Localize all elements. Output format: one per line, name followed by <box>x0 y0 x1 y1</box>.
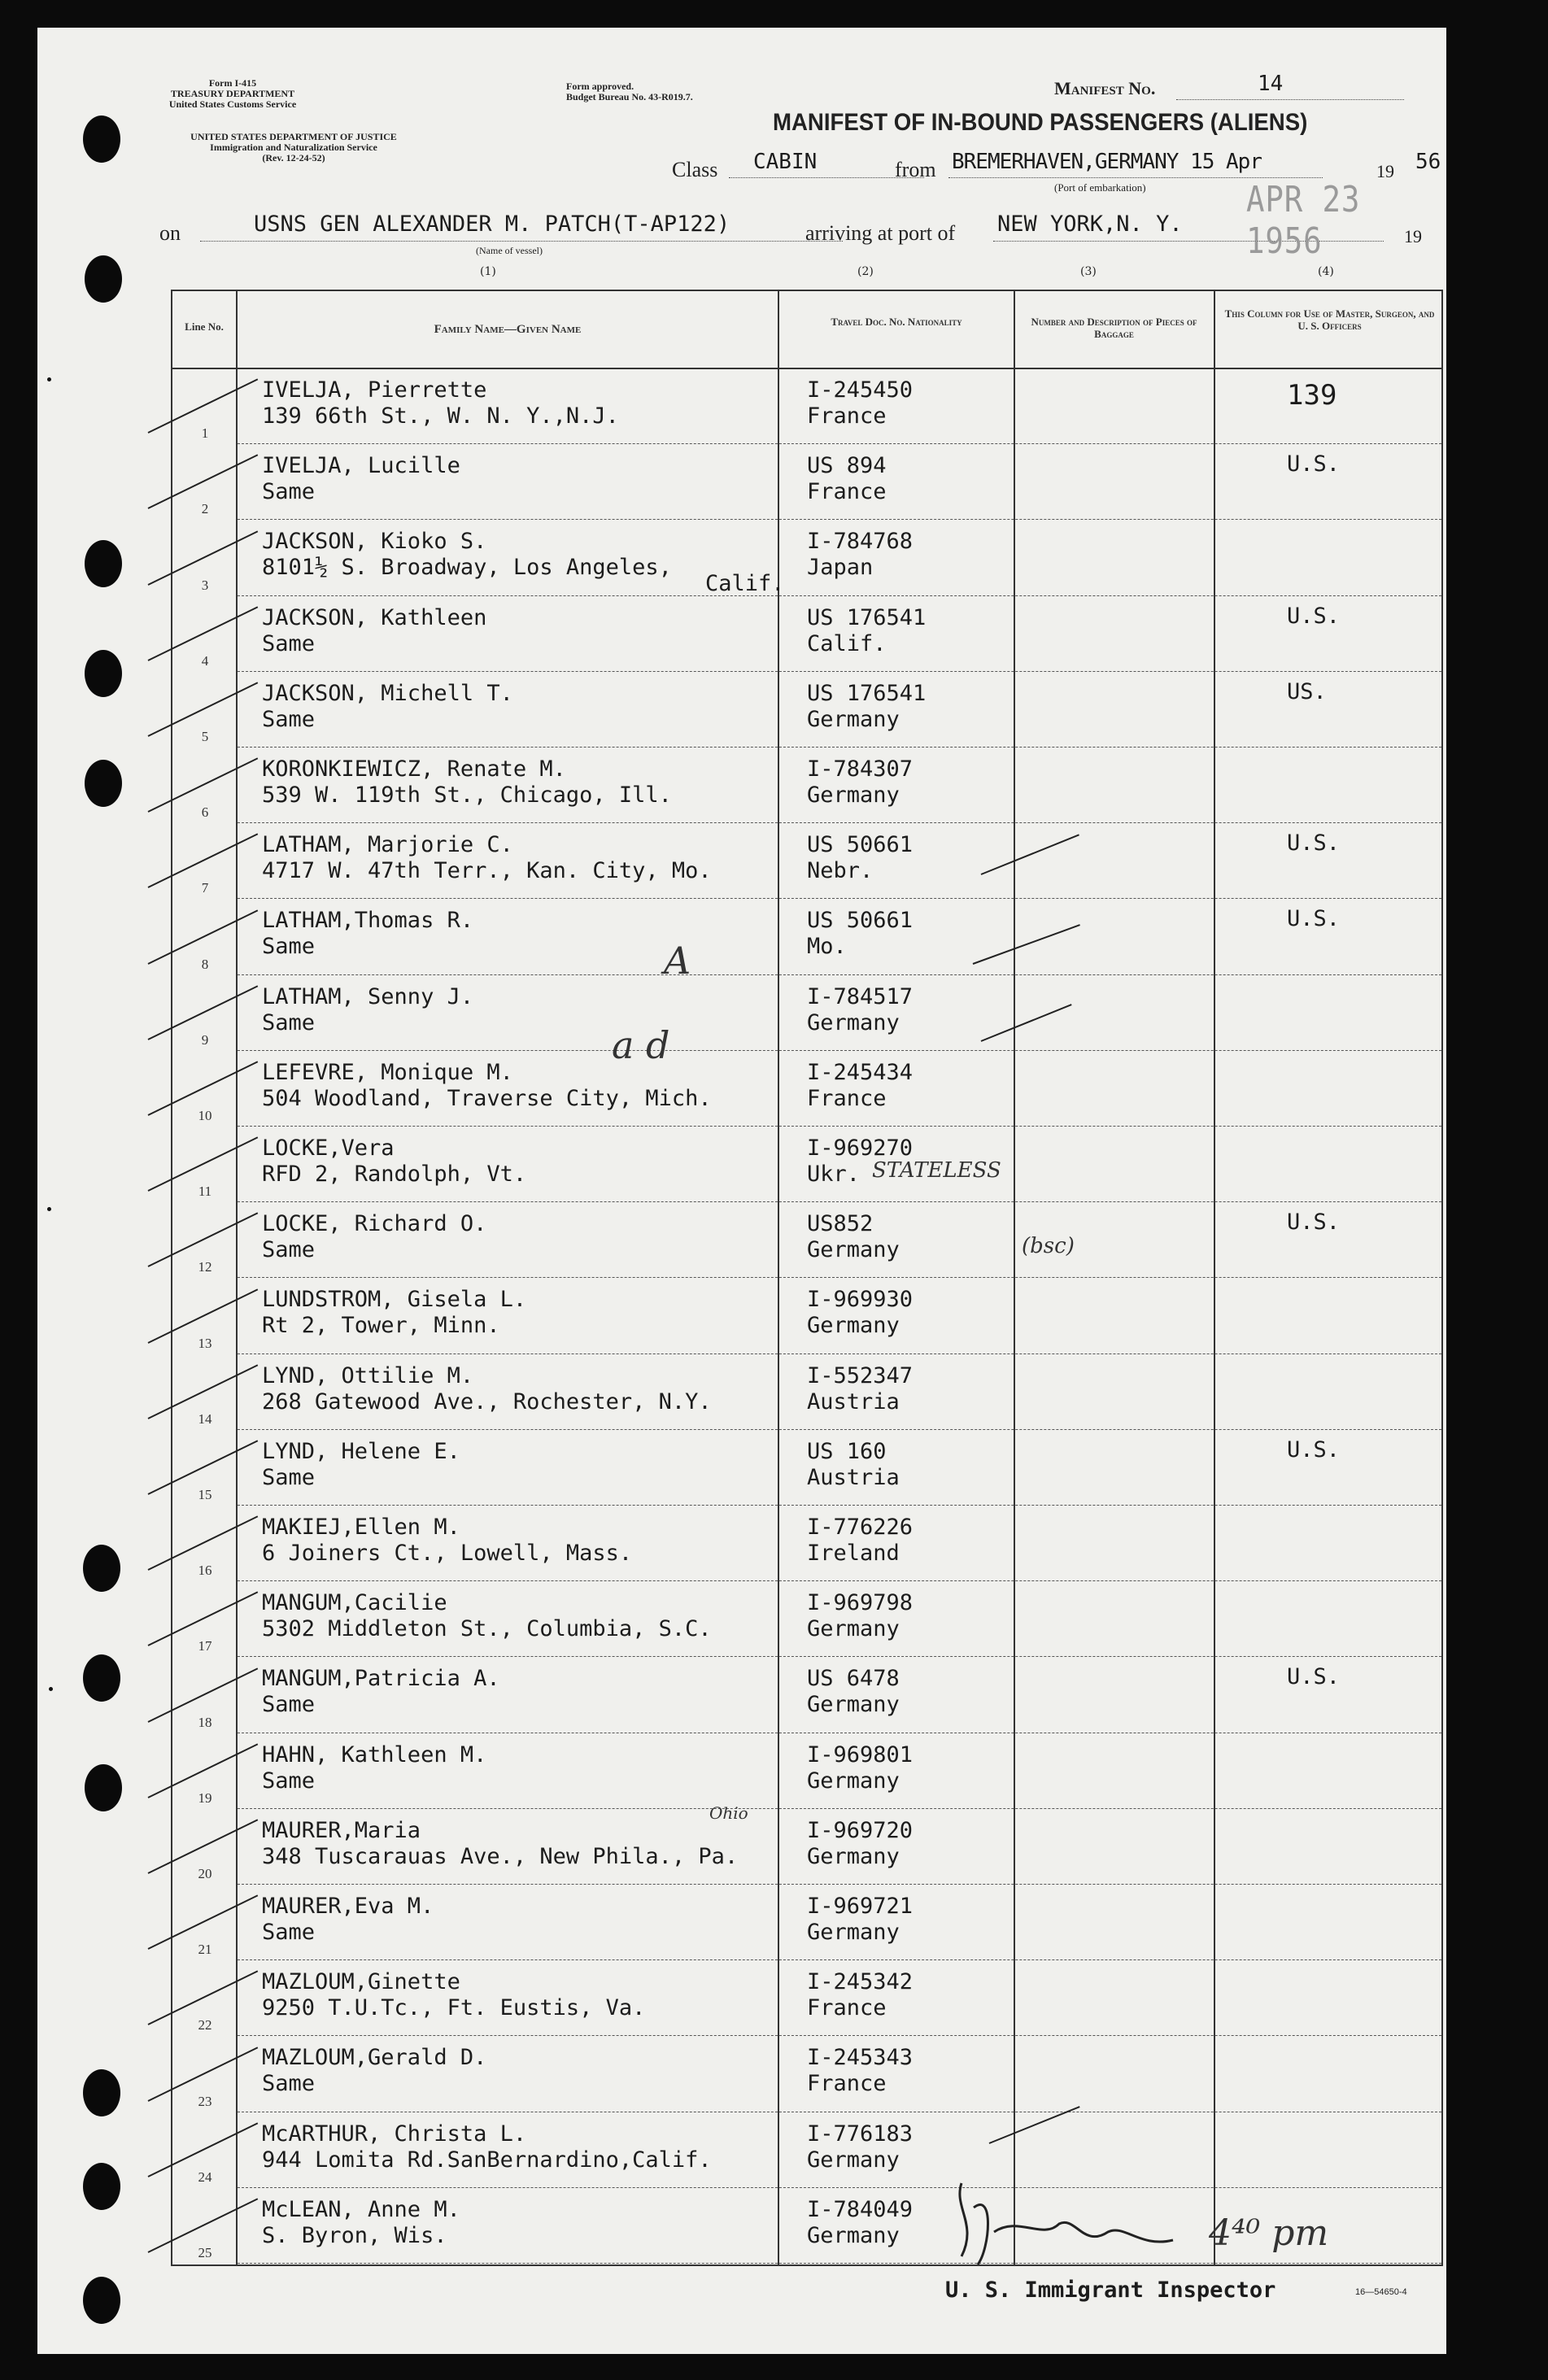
travel-doc-number: US 894 <box>807 453 887 479</box>
nationality: Germany <box>807 1616 900 1642</box>
arriving-label: arriving at port of <box>805 221 956 245</box>
officer-note: U.S. <box>1287 1664 1341 1690</box>
manifest-no-value: 14 <box>1258 72 1284 96</box>
nationality: Germany <box>807 2222 900 2248</box>
customs-line: United States Customs Service <box>168 98 297 110</box>
col2-num: (2) <box>857 265 874 278</box>
vessel-name: USNS GEN ALEXANDER M. PATCH(T-AP122) <box>254 211 730 237</box>
table-row <box>172 443 1441 519</box>
line-number: 11 <box>198 1183 212 1200</box>
line-no-header: Line No. <box>185 320 224 333</box>
travel-doc-number: I-776226 <box>807 1515 914 1540</box>
travel-doc-number: I-969798 <box>807 1590 914 1616</box>
nationality: Germany <box>807 1237 900 1263</box>
passenger-address: 944 Lomita Rd.SanBernardino,Calif. <box>262 2147 712 2173</box>
travel-doc-number: I-245342 <box>807 1969 914 1995</box>
nationality: Germany <box>807 1009 900 1035</box>
table-row <box>172 747 1441 822</box>
travel-doc-number: I-784768 <box>807 529 914 555</box>
line-number: 1 <box>201 425 209 442</box>
nationality: Austria <box>807 1388 900 1414</box>
manifest-page <box>37 28 1446 2354</box>
arrival-port: NEW YORK,N. Y. <box>997 211 1183 237</box>
table-row <box>172 2112 1441 2187</box>
punch-hole <box>83 1545 120 1592</box>
travel-doc-number: I-969721 <box>807 1894 914 1919</box>
passenger-name: McARTHUR, Christa L. <box>262 2121 527 2147</box>
passenger-name: JACKSON, Kathleen <box>262 604 487 630</box>
line-number: 14 <box>198 1410 212 1427</box>
signature-scribble <box>945 2175 1181 2281</box>
row-divider <box>238 2263 1441 2264</box>
officer-note: US. <box>1287 678 1327 704</box>
initials-mark: A <box>664 939 691 983</box>
nationality: Germany <box>807 782 900 808</box>
rev-line: (Rev. 12-24-52) <box>262 152 325 163</box>
nationality: Germany <box>807 1920 900 1945</box>
nationality: France <box>807 1995 887 2021</box>
line-number: 4 <box>201 652 209 669</box>
nationality: France <box>807 2071 887 2097</box>
punch-hole <box>83 2277 120 2324</box>
passenger-name: MAKIEJ,Ellen M. <box>262 1515 460 1540</box>
passenger-address: Same <box>262 1237 316 1263</box>
year-prefix-2: 19 <box>1404 226 1422 246</box>
passenger-name: LOCKE, Richard O. <box>262 1211 487 1237</box>
passenger-name: JACKSON, Kioko S. <box>262 529 487 555</box>
punch-hole <box>83 116 120 163</box>
passenger-name: IVELJA, Lucille <box>262 453 460 479</box>
passenger-name: LYND, Ottilie M. <box>262 1362 474 1388</box>
passenger-name: McLEAN, Anne M. <box>262 2196 460 2222</box>
nationality: France <box>807 403 887 429</box>
travel-doc-number: I-245450 <box>807 377 914 403</box>
passenger-name: LOCKE,Vera <box>262 1136 395 1161</box>
travel-doc-number: I-969930 <box>807 1287 914 1313</box>
nationality: Germany <box>807 706 900 732</box>
table-row <box>172 1959 1441 2035</box>
passenger-name: LUNDSTROM, Gisela L. <box>262 1287 527 1313</box>
nationality: Austria <box>807 1464 900 1490</box>
nationality: France <box>807 1085 887 1111</box>
dot-mark <box>49 1687 53 1691</box>
year-value: 56 <box>1415 150 1441 174</box>
line-number: 7 <box>201 880 209 896</box>
address-handwritten-note: Ohio <box>709 1802 748 1823</box>
table-row <box>172 1126 1441 1201</box>
passenger-address: 539 W. 119th St., Chicago, Ill. <box>262 782 672 808</box>
punch-hole <box>83 2069 120 2116</box>
justice-block <box>159 132 428 163</box>
table-row <box>172 1353 1441 1429</box>
col4-num: (4) <box>1318 265 1334 278</box>
passenger-name: MAZLOUM,Ginette <box>262 1969 460 1995</box>
passenger-address: S. Byron, Wis. <box>262 2222 447 2248</box>
from-rule <box>948 177 1323 178</box>
table-row <box>172 898 1441 974</box>
nationality: Germany <box>807 2147 900 2173</box>
officer-note: U.S. <box>1287 830 1341 857</box>
manifest-no-label: Manifest No. <box>1054 78 1156 98</box>
inspector-signature <box>945 2175 1181 2290</box>
nationality: France <box>807 479 887 505</box>
nationality: Ireland <box>807 1541 900 1566</box>
baggage-header: Number and Description of Pieces of Baggage <box>1031 316 1197 340</box>
officer-note: U.S. <box>1287 906 1341 932</box>
line-number: 5 <box>201 728 209 744</box>
line-number: 13 <box>198 1335 212 1351</box>
nationality: Germany <box>807 1843 900 1869</box>
passenger-name: LATHAM,Thomas R. <box>262 908 474 934</box>
nationality: Ukr. <box>807 1162 861 1187</box>
vessel-rule <box>200 241 843 242</box>
line-number: 19 <box>198 1789 212 1806</box>
punch-hole <box>85 540 122 587</box>
passenger-name: LATHAM, Marjorie C. <box>262 832 513 858</box>
line-number: 3 <box>201 577 209 593</box>
punch-hole <box>85 760 122 807</box>
passenger-address-cont: Calif. <box>705 571 785 597</box>
passenger-address: Same <box>262 2071 316 2097</box>
date-stamp: APR 23 1956 <box>1246 179 1361 262</box>
table-row <box>172 519 1441 595</box>
travel-doc-number: I-784049 <box>807 2196 914 2222</box>
travel-doc-number: I-784307 <box>807 756 914 782</box>
passenger-name: MANGUM,Cacilie <box>262 1590 447 1616</box>
table-row <box>172 822 1441 898</box>
table-row <box>172 1884 1441 1959</box>
passenger-address: 8101½ S. Broadway, Los Angeles, <box>262 555 672 581</box>
passenger-address: 5302 Middleton St., Columbia, S.C. <box>262 1616 712 1642</box>
form-id-block <box>135 78 330 110</box>
passenger-address: Same <box>262 479 316 505</box>
approved-line: Form approved. <box>566 81 634 92</box>
approval-block <box>566 81 778 102</box>
officer-note: U.S. <box>1287 451 1341 477</box>
table-row <box>172 1201 1441 1277</box>
line-number: 23 <box>198 2093 212 2109</box>
passenger-address: Same <box>262 1768 316 1794</box>
travel-doc-number: US 176541 <box>807 604 927 630</box>
signature-time: 4⁴⁰ pm <box>1209 2212 1329 2254</box>
justice-line: UNITED STATES DEPARTMENT OF JUSTICE <box>190 131 397 142</box>
line-number: 6 <box>201 804 209 821</box>
officer-note: U.S. <box>1287 603 1341 629</box>
nationality: Germany <box>807 1768 900 1794</box>
travel-doc-number: US 50661 <box>807 832 914 858</box>
passenger-address: Rt 2, Tower, Minn. <box>262 1313 500 1339</box>
vessel-label: (Name of vessel) <box>476 245 543 256</box>
table-row <box>172 1277 1441 1353</box>
passenger-name: HAHN, Kathleen M. <box>262 1741 487 1768</box>
col1-num: (1) <box>480 265 496 278</box>
nationality: Japan <box>807 555 874 581</box>
line-number: 16 <box>198 1563 212 1579</box>
table-row <box>172 1050 1441 1126</box>
passenger-table <box>171 290 1443 2266</box>
passenger-address: RFD 2, Randolph, Vt. <box>262 1162 527 1187</box>
passenger-name: LATHAM, Senny J. <box>262 983 474 1009</box>
passenger-name: MANGUM,Patricia A. <box>262 1666 500 1692</box>
line-number: 9 <box>201 1031 209 1048</box>
travel-doc-number: US852 <box>807 1211 874 1237</box>
line-number: 22 <box>198 2017 212 2033</box>
initials-mark-2: a d <box>612 1023 670 1067</box>
manifest-no-rule <box>1176 99 1404 100</box>
punch-hole <box>85 1764 122 1811</box>
table-row <box>172 2035 1441 2111</box>
table-row <box>172 671 1441 747</box>
manifest-title: MANIFEST OF IN-BOUND PASSENGERS (ALIENS) <box>773 109 1308 136</box>
nationality: Germany <box>807 1692 900 1718</box>
travel-doc-number: US 6478 <box>807 1666 900 1692</box>
treasury-line: TREASURY DEPARTMENT <box>170 88 295 99</box>
nationality: Germany <box>807 1313 900 1339</box>
table-row <box>172 368 1441 443</box>
class-value: CABIN <box>753 150 818 174</box>
line-number: 10 <box>198 1107 212 1123</box>
officer-note: 139 <box>1287 379 1337 412</box>
line-number: 18 <box>198 1714 212 1730</box>
table-row <box>172 1580 1441 1656</box>
punch-hole <box>85 650 122 697</box>
passenger-address: Same <box>262 934 316 960</box>
passenger-address: 504 Woodland, Traverse City, Mich. <box>262 1085 712 1111</box>
passenger-address: 348 Tuscarauas Ave., New Phila., Pa. <box>262 1843 739 1869</box>
officer-note: U.S. <box>1287 1436 1341 1462</box>
passenger-address: Same <box>262 1692 316 1718</box>
passenger-name: MAURER,Eva M. <box>262 1894 434 1919</box>
passenger-name: IVELJA, Pierrette <box>262 377 487 403</box>
on-label: on <box>159 221 181 245</box>
passenger-name: JACKSON, Michell T. <box>262 680 513 706</box>
baggage-annotation: (bsc) <box>1022 1234 1075 1259</box>
passenger-address: 4717 W. 47th Terr., Kan. City, Mo. <box>262 858 712 884</box>
table-row <box>172 1733 1441 1808</box>
table-row <box>172 1656 1441 1732</box>
nationality: Calif. <box>807 630 887 656</box>
nationality-handwritten: STATELESS <box>872 1158 1001 1183</box>
passenger-address: 268 Gatewood Ave., Rochester, N.Y. <box>262 1388 712 1414</box>
passenger-name: MAURER,Maria <box>262 1817 421 1843</box>
table-row <box>172 1429 1441 1505</box>
line-number: 17 <box>198 1638 212 1654</box>
passenger-address: 139 66th St., W. N. Y.,N.J. <box>262 403 619 429</box>
year-prefix: 19 <box>1376 161 1394 181</box>
passenger-address: Same <box>262 1920 316 1945</box>
passenger-address: Same <box>262 630 316 656</box>
travel-doc-number: US 160 <box>807 1438 887 1464</box>
travel-doc-number: I-784517 <box>807 983 914 1009</box>
officer-note: U.S. <box>1287 1210 1341 1236</box>
passenger-name: LEFEVRE, Monique M. <box>262 1059 513 1085</box>
travel-doc-number: I-552347 <box>807 1362 914 1388</box>
form-id: Form I-415 <box>208 77 257 89</box>
travel-doc-number: US 176541 <box>807 680 927 706</box>
dot-mark <box>47 377 51 381</box>
line-number: 24 <box>198 2169 212 2185</box>
passenger-address: Same <box>262 1464 316 1490</box>
col3-num: (3) <box>1080 265 1097 278</box>
name-header: Family Name—Given Name <box>434 323 582 336</box>
line-number: 2 <box>201 501 209 517</box>
travel-doc-number: I-245343 <box>807 2045 914 2071</box>
travel-doc-number: I-969270 <box>807 1136 914 1161</box>
travel-doc-number: I-969720 <box>807 1817 914 1843</box>
travel-doc-number: I-969801 <box>807 1741 914 1768</box>
passenger-name: MAZLOUM,Gerald D. <box>262 2045 487 2071</box>
line-number: 20 <box>198 1865 212 1881</box>
inspector-label: U. S. Immigrant Inspector <box>945 2278 1276 2303</box>
punch-hole <box>85 255 122 303</box>
table-row <box>172 595 1441 671</box>
line-number: 8 <box>201 956 209 972</box>
line-number: 21 <box>198 1942 212 1958</box>
travel-doc-number: I-245434 <box>807 1059 914 1085</box>
punch-hole <box>83 2163 120 2210</box>
travel-doc-header: Travel Doc. No. Nationality <box>831 316 962 328</box>
passenger-address: Same <box>262 706 316 732</box>
budget-line: Budget Bureau No. 43-R019.7. <box>566 91 693 102</box>
passenger-name: LYND, Helene E. <box>262 1438 460 1464</box>
from-value: BREMERHAVEN,GERMANY 15 Apr <box>952 150 1262 174</box>
punch-hole <box>83 1654 120 1702</box>
form-code: 16—54650-4 <box>1355 2287 1407 2297</box>
line-number: 25 <box>198 2244 212 2260</box>
from-label: from <box>895 158 936 181</box>
travel-doc-number: US 50661 <box>807 908 914 934</box>
class-label: Class <box>672 158 718 181</box>
passenger-address: 9250 T.U.Tc., Ft. Eustis, Va. <box>262 1995 646 2021</box>
line-number: 15 <box>198 1486 212 1502</box>
passenger-address: Same <box>262 1009 316 1035</box>
ins-line: Immigration and Naturalization Service <box>210 142 377 153</box>
line-number: 12 <box>198 1259 212 1275</box>
port-embark-label: (Port of embarkation) <box>1054 181 1146 194</box>
table-row <box>172 974 1441 1050</box>
passenger-address: 6 Joiners Ct., Lowell, Mass. <box>262 1541 633 1566</box>
dot-mark <box>47 1207 51 1211</box>
nationality: Mo. <box>807 934 847 960</box>
travel-doc-number: I-776183 <box>807 2121 914 2147</box>
officers-header: This Column for Use of Master, Surgeon, and U. S. Officers <box>1224 307 1435 332</box>
nationality: Nebr. <box>807 858 874 884</box>
table-row <box>172 1505 1441 1580</box>
table-row <box>172 1802 1441 1884</box>
passenger-name: KORONKIEWICZ, Renate M. <box>262 756 566 782</box>
